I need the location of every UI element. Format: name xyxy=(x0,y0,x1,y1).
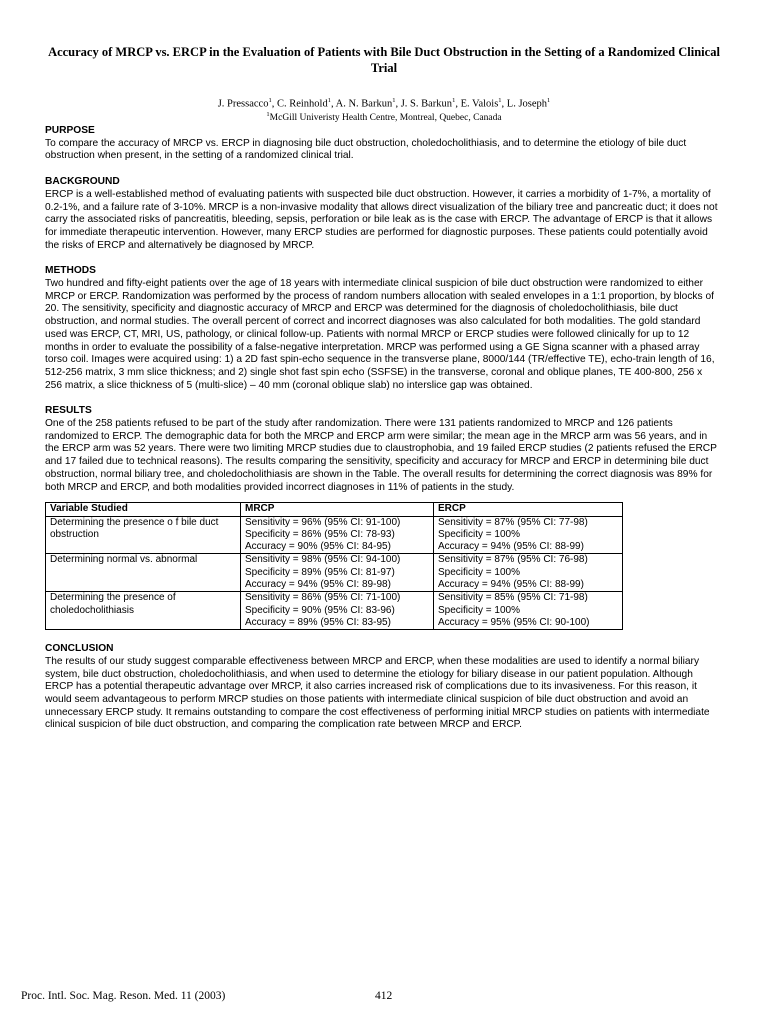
table-metric: Accuracy = 94% (95% CI: 88-99) xyxy=(438,541,584,553)
table-row xyxy=(46,554,623,592)
table-variable-cell: Determining normal vs. abnormal xyxy=(46,554,241,592)
conclusion-heading: CONCLUSION xyxy=(45,643,114,655)
table-metric: Accuracy = 94% (95% CI: 88-99) xyxy=(438,579,584,591)
table-metric: Specificity = 86% (95% CI: 78-93) xyxy=(245,528,395,540)
results-table xyxy=(45,502,623,630)
author-name: L. Joseph xyxy=(506,98,548,110)
methods-text: Two hundred and fifty-eight patients over the age of 18 years with intermediate clinical suspicion of bile duct obstruction were randomized to either MRCP or ERCP. Randomization was performed by the process of random numbers allocation with sealed envelopes in a 1:1 proportion, by blocks of 20. The sensitivity, specificity and diagnostic accuracy of MRCP and ERCP was determined for the diagnosis of choledocholithiasis, bile duct obstruction, and normal studies. The overall percent of correct and incorrect diagnoses was also calculated for both modalities. The gold standard used was ERCP, CT, MRI, US, pathology, or clinical follow-up. Patients with normal MRCP or ERCP studies were followed clinically for up to 12 months in order to evaluate the possibility of a false-negative interpretation. MRCP was performed using a GE Signa scanner with a phased array torso coil. Images were acquired using: 1) a 2D fast spin-echo sequence in the transverse plane, 8000/144 (TR/effective TE), echo-train length of 16, 512-256 matrix, 3 mm slice thickness; and 2) single shot fast spin echo (SSFSE) in the transverse, coronal and oblique planes, TE 400-800, 256 x 256 matrix, a slice thickness of 5 (multi-slice) – 40 mm (coronal oblique slab) no interslice gap was obtained. xyxy=(45,278,715,391)
results-heading: RESULTS xyxy=(45,405,92,417)
table-header-cell: MRCP xyxy=(241,503,434,516)
author-name: A. N. Barkun xyxy=(335,98,393,110)
page-number: 412 xyxy=(375,990,393,1002)
author-affiliation-mark: 1 xyxy=(547,97,551,104)
table-metric: Specificity = 100% xyxy=(438,528,520,540)
table-variable-cell: Determining the presence of choledocholithiasis xyxy=(46,592,241,630)
table-header-cell: Variable Studied xyxy=(46,503,241,516)
table-mrcp-cell xyxy=(241,554,434,592)
methods-heading: METHODS xyxy=(45,265,96,277)
purpose-heading: PURPOSE xyxy=(45,125,95,136)
author-name: C. Reinhold xyxy=(276,98,328,110)
table-metric: Sensitivity = 85% (95% CI: 71-98) xyxy=(438,592,588,604)
table-mrcp-cell xyxy=(241,592,434,630)
table-metric: Specificity = 100% xyxy=(438,566,520,578)
table-header-cell: ERCP xyxy=(434,503,623,516)
table-row xyxy=(46,592,623,630)
table-metric: Specificity = 100% xyxy=(438,604,520,616)
table-metric: Sensitivity = 87% (95% CI: 76-98) xyxy=(438,554,588,566)
table-metric: Accuracy = 94% (95% CI: 89-98) xyxy=(245,579,391,591)
table-ercp-cell xyxy=(434,516,623,554)
table-metric: Specificity = 90% (95% CI: 83-96) xyxy=(245,604,395,616)
table-ercp-cell xyxy=(434,554,623,592)
author-name: J. S. Barkun xyxy=(400,98,453,110)
table-row xyxy=(46,516,623,554)
purpose-text: To compare the accuracy of MRCP vs. ERCP in diagnosing bile duct obstruction, choledocholithiasis, and to determine the etiology of bile duct obstruction when present, in the setting of a randomized clinical trial. xyxy=(45,137,687,162)
table-metric: Accuracy = 90% (95% CI: 84-95) xyxy=(245,541,391,553)
paper-body xyxy=(45,125,721,732)
author-affiliation-mark: 1 xyxy=(498,97,502,104)
footer-citation: Proc. Intl. Soc. Mag. Reson. Med. 11 (2003) xyxy=(21,990,226,1002)
table-mrcp-cell xyxy=(241,516,434,554)
table-metric: Sensitivity = 96% (95% CI: 91-100) xyxy=(245,516,401,528)
affiliation xyxy=(40,109,728,124)
author-name: E. Valois xyxy=(460,98,499,110)
background-heading: BACKGROUND xyxy=(45,176,120,188)
table-metric: Sensitivity = 98% (95% CI: 94-100) xyxy=(245,554,401,566)
author-list: J. Pressacco$^1$, C. Reinhold$^1$, A. N. Barkun$^1$, J. S. Barkun$^1$, E. Valois$^1$, L. Joseph$^1$ xyxy=(217,97,551,110)
author-affiliation-mark: 1 xyxy=(327,97,331,104)
affiliation-text: McGill Univeristy Health Centre, Montreal, Quebec, Canada xyxy=(269,113,502,124)
results-text: One of the 258 patients refused to be part of the study after randomization. There were 131 patients randomized to MRCP and 126 patients randomized to ERCP. The demographic data for both the MRCP and ERCP arm were similar; the mean age in the MRCP arm was 56 years, and in the ERCP arm was 52 years. There were two limiting MRCP studies due to claustrophobia, and 19 failed ERCP studies (2 patients refused the ERCP and 17 failed due to technical reasons). The results comparing the sensitivity, specificity and accuracy for MRCP and ERCP in determining bile duct obstruction, normal biliary tree, and choledocholithiasis are shown in the Table. The overall results for determining the correct diagnosis was 89% for both MRCP and ERCP, and both modalities provided incorrect diagnoses in 11% of patients in the study. xyxy=(45,418,717,493)
table-metric: Sensitivity = 87% (95% CI: 77-98) xyxy=(438,516,588,528)
background-text: ERCP is a well-established method of evaluating patients with suspected bile duct obstruction. However, it carries a morbidity of 1-7%, a mortality of 0.2-1%, and a failure rate of 3-10%. MRCP is a non-invasive modality that allows direct visualization of the biliary tree and pancreatic duct; it does not carry the associated risks of pancreatitis, bleeding, sepsis, perforation or bile leak as is the case with ERCP. The advantage of ERCP is that it allows for immediate therapeutic intervention. However, many ERCP studies are performed for diagnostic purposes. These patients could potentially avoid the risks of ERCP and alternatively be diagnosed by MRCP. xyxy=(45,188,718,251)
author-name: J. Pressacco xyxy=(217,98,269,110)
table-ercp-cell xyxy=(434,592,623,630)
table-variable-cell: Determining the presence o f bile duct obstruction xyxy=(46,516,241,554)
paper-title: Accuracy of MRCP vs. ERCP in the Evaluation of Patients with Bile Duct Obstruction in the Setting of a Randomized Clinical Trial xyxy=(48,45,720,75)
table-metric: Accuracy = 89% (95% CI: 83-95) xyxy=(245,616,391,628)
table-header-row xyxy=(46,503,623,516)
table-metric: Sensitivity = 86% (95% CI: 71-100) xyxy=(245,592,401,604)
author-affiliation-mark: 1 xyxy=(392,97,396,104)
author-affiliation-mark: 1 xyxy=(452,97,456,104)
author-affiliation-mark: 1 xyxy=(268,97,272,104)
table-metric: Accuracy = 95% (95% CI: 90-100) xyxy=(438,616,590,628)
conclusion-text: The results of our study suggest comparable effectiveness between MRCP and ERCP, when these modalities are used to identify a normal biliary system, bile duct obstruction, choledocholithiasis, and when used to determine the etiology for biliary disease in our patient population. Although ERCP has a potential therapeutic advantage over MRCP, it also carries increased risk of complications due to its invasiveness. For this reason, it would seem advantageous to perform MRCP studies on those patients with intermediate clinical suspicion of bile duct obstruction and avoid an unnecessary ERCP study. It remains outstanding to compare the cost effectiveness of performing initial MRCP studies on patients with intermediate clinical suspicion of bile duct obstruction, and comparing the complication rate between MRCP and ERCP. xyxy=(45,655,710,731)
table-metric: Specificity = 89% (95% CI: 81-97) xyxy=(245,566,395,578)
affiliation-mark: 1 xyxy=(266,111,270,118)
